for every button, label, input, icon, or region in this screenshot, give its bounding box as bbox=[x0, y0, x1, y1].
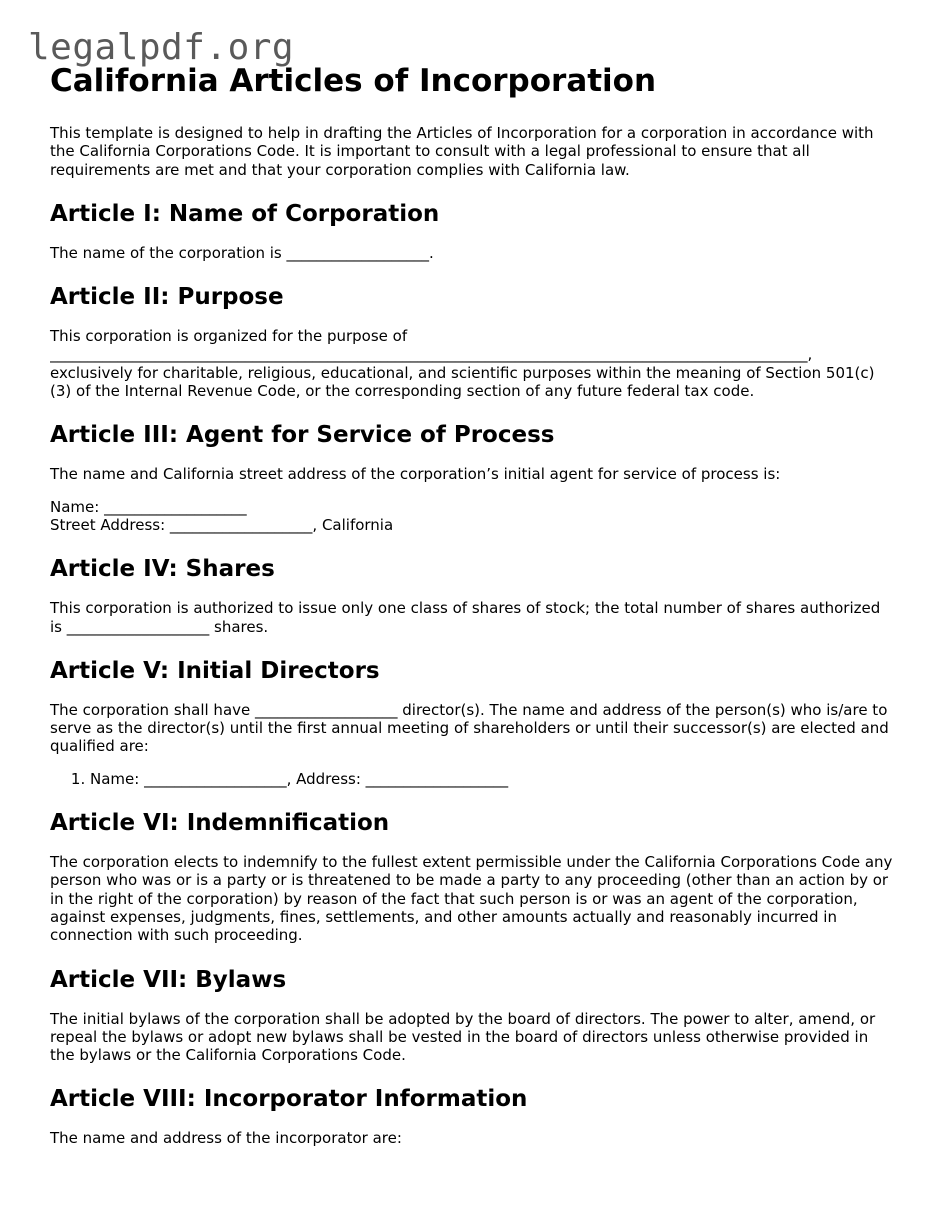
article-7-section bbox=[50, 965, 895, 1065]
list-item: 1. Name: ___________________, Address: ___________________ bbox=[90, 770, 895, 788]
article-6-heading: Article VI: Indemnification bbox=[50, 810, 390, 837]
article-1-section bbox=[50, 199, 895, 262]
article-3-section bbox=[50, 420, 895, 534]
directors-list bbox=[50, 770, 895, 788]
agent-address-line: Street Address: ___________________, California bbox=[50, 515, 394, 534]
intro-paragraph: This template is designed to help in drafting the Articles of Incorporation for a corporation in accordance with the California Corporations Code. It is important to consult with a legal professional to ensure that all requirements are met and that your corporation complies with California law. bbox=[50, 124, 874, 179]
article-5-heading: Article V: Initial Directors bbox=[50, 657, 380, 684]
watermark-logo: legalpdf.org bbox=[28, 27, 295, 68]
article-8-text: The name and address of the incorporator are: bbox=[50, 1129, 402, 1148]
article-7-text: The initial bylaws of the corporation shall be adopted by the board of directors. The power to alter, amend, or repeal the bylaws or adopt new bylaws shall be vested in the board of directors unless otherwise provided in the bylaws or the California Corporations Code. bbox=[50, 1009, 876, 1065]
article-2-section bbox=[50, 282, 895, 400]
article-3-heading: Article III: Agent for Service of Process bbox=[50, 422, 555, 449]
purpose-blank: _____________________________________________________________________________________________________, bbox=[50, 345, 813, 364]
document-title: California Articles of Incorporation bbox=[50, 63, 657, 99]
article-1-heading: Article I: Name of Corporation bbox=[50, 200, 440, 227]
article-2-heading: Article II: Purpose bbox=[50, 284, 284, 311]
article-8-section bbox=[50, 1084, 895, 1147]
article-5-text: The corporation shall have ___________________ director(s). The name and address of the person(s) who is/are to serve as the director(s) until the first annual meeting of shareholders or until their successor(s) are elected and qualified are: bbox=[50, 700, 889, 756]
agent-name-line: Name: ___________________ bbox=[50, 497, 247, 516]
article-2-text bbox=[50, 327, 895, 400]
article-7-heading: Article VII: Bylaws bbox=[50, 966, 287, 993]
article-5-section bbox=[50, 656, 895, 788]
article-6-text: The corporation elects to indemnify to the fullest extent permissible under the California Corporations Code any person who was or is a party or is threatened to be made a party to any proceeding (other than an action by or in the right of the corporation) by reason of the fact that such person is or was an agent of the corporation, against expenses, judgments, fines, settlements, and other amounts actually and reasonably incurred in connection with such proceeding. bbox=[50, 853, 893, 945]
article-1-text: The name of the corporation is ___________________. bbox=[50, 243, 434, 262]
article-4-heading: Article IV: Shares bbox=[50, 556, 275, 583]
article-6-section bbox=[50, 808, 895, 944]
article-4-text: This corporation is authorized to issue only one class of shares of stock; the total number of shares authorized is ___________________ shares. bbox=[50, 599, 881, 636]
article-2-line-1: This corporation is organized for the purpose of bbox=[50, 327, 408, 346]
article-3-text: The name and California street address of the corporation’s initial agent for service of process is: bbox=[50, 465, 781, 484]
article-2-line-2: exclusively for charitable, religious, educational, and scientific purposes within the meaning of Section 501(c)(3) of the Internal Revenue Code, or the corresponding section of any future federal tax code. bbox=[50, 363, 875, 401]
article-8-heading: Article VIII: Incorporator Information bbox=[50, 1086, 528, 1113]
article-4-section bbox=[50, 554, 895, 636]
document-page bbox=[50, 60, 895, 1148]
